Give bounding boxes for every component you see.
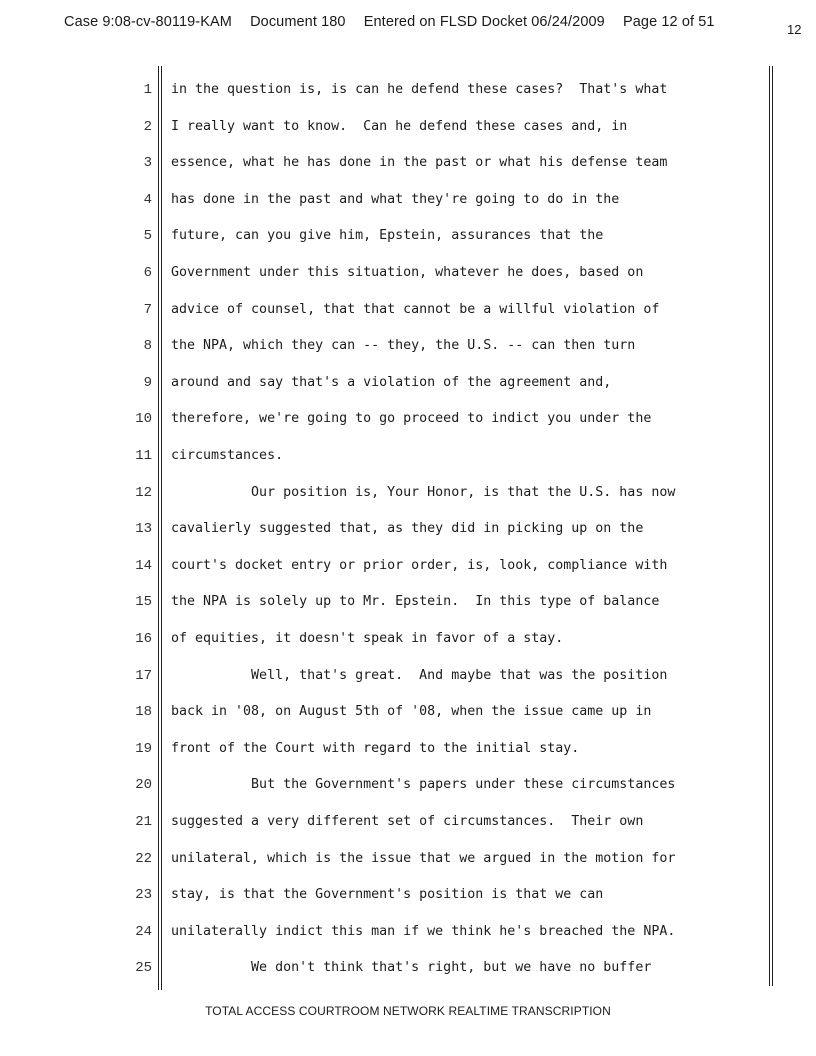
line-number: 25 xyxy=(135,960,152,977)
transcript-line: unilateral, which is the issue that we argued in the motion for xyxy=(171,850,676,866)
line-number: 7 xyxy=(143,301,152,318)
transcript-line: advice of counsel, that that cannot be a willful violation of xyxy=(171,301,660,317)
line-number: 20 xyxy=(135,777,152,794)
transcript-line: Government under this situation, whatever he does, based on xyxy=(171,265,644,280)
line-number: 17 xyxy=(135,667,152,684)
transcript-line: But the Government's papers under these circumstances xyxy=(171,777,676,793)
transcript-line: of equities, it doesn't speak in favor of a stay. xyxy=(171,631,564,646)
docket-entry-date: Entered on FLSD Docket 06/24/2009 xyxy=(363,14,605,30)
case-number: Case 9:08-cv-80119-KAM xyxy=(64,14,232,30)
transcript-line: the NPA, which they can -- they, the U.S. -- can then turn xyxy=(171,338,636,354)
line-number: 15 xyxy=(135,594,152,611)
line-number: 21 xyxy=(135,814,152,830)
transcript-line: has done in the past and what they're going to do in the xyxy=(171,191,620,207)
docket-header xyxy=(64,14,715,30)
line-number: 24 xyxy=(135,923,152,940)
line-number: 10 xyxy=(135,411,152,428)
line-number: 12 xyxy=(135,484,152,501)
line-number: 5 xyxy=(143,228,152,245)
transcript-page-number: 12 xyxy=(787,22,802,37)
line-number: 6 xyxy=(143,265,152,281)
left-margin-rule-double xyxy=(161,66,162,990)
transcript-line: Well, that's great. And maybe that was the position xyxy=(171,667,668,683)
transcript-line: essence, what he has done in the past or what his defense team xyxy=(171,155,668,171)
line-number: 9 xyxy=(143,374,152,391)
transcript-line: circumstances. xyxy=(171,448,284,463)
transcript-line: back in '08, on August 5th of '08, when the issue came up in xyxy=(171,704,652,720)
transcript-line: We don't think that's right, but we have no buffer xyxy=(171,960,652,976)
line-number: 1 xyxy=(143,82,152,98)
line-number: 13 xyxy=(135,521,152,538)
transcript-line: Our position is, Your Honor, is that the U.S. has now xyxy=(171,484,676,500)
document-number: Document 180 xyxy=(250,14,346,30)
line-number: 4 xyxy=(143,191,152,208)
transcript-line: the NPA is solely up to Mr. Epstein. In this type of balance xyxy=(171,594,660,610)
transcript-line: around and say that's a violation of the agreement and, xyxy=(171,374,612,390)
line-number: 2 xyxy=(143,118,152,135)
transcript-line: future, can you give him, Epstein, assurances that the xyxy=(171,228,604,244)
line-number: 3 xyxy=(143,155,152,172)
line-number: 22 xyxy=(135,850,152,867)
transcript-line: therefore, we're going to go proceed to indict you under the xyxy=(171,411,652,427)
line-number: 14 xyxy=(135,557,152,574)
transcript-line: court's docket entry or prior order, is, look, compliance with xyxy=(171,557,668,573)
transcript-line: front of the Court with regard to the initial stay. xyxy=(171,740,580,756)
line-number: 19 xyxy=(135,740,152,757)
line-number: 23 xyxy=(135,887,152,904)
transcript-line: stay, is that the Government's position is that we can xyxy=(171,887,604,903)
page-count: Page 12 of 51 xyxy=(622,14,715,30)
line-number: 18 xyxy=(135,704,152,721)
transcript-line: cavalierly suggested that, as they did in picking up on the xyxy=(171,521,644,537)
transcript-line: in the question is, is can he defend these cases? That's what xyxy=(171,82,668,97)
left-margin-rule xyxy=(158,66,159,990)
right-margin-rule-double xyxy=(772,66,773,986)
transcript-line: unilaterally indict this man if we think he's breached the NPA. xyxy=(171,923,676,939)
transcript-line: I really want to know. Can he defend these cases and, in xyxy=(171,118,628,134)
transcript-line: suggested a very different set of circumstances. Their own xyxy=(171,814,644,829)
right-margin-rule xyxy=(769,66,770,986)
line-number: 8 xyxy=(143,338,152,355)
line-number: 16 xyxy=(135,631,152,647)
footer-reporter: TOTAL ACCESS COURTROOM NETWORK REALTIME TRANSCRIPTION xyxy=(205,1004,611,1018)
line-number: 11 xyxy=(135,448,152,464)
